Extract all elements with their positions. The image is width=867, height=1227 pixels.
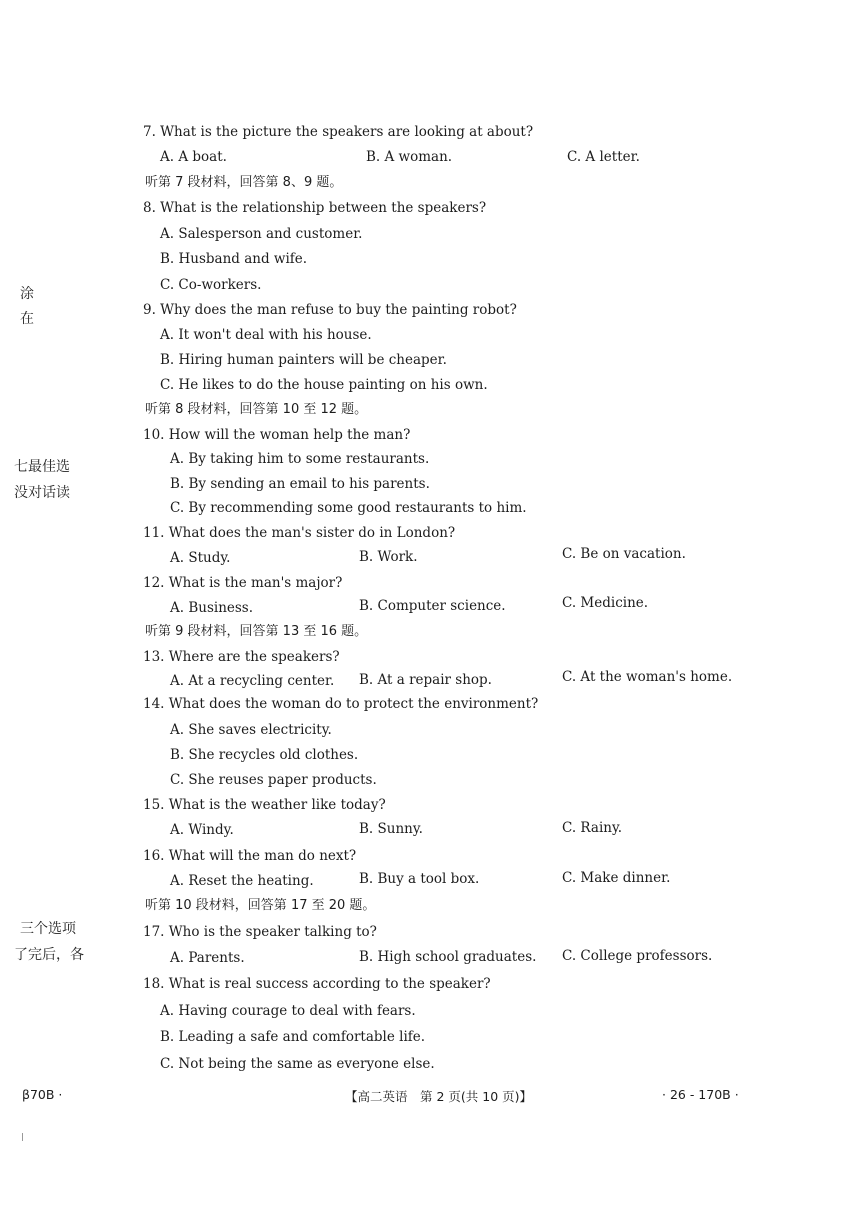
option-b: B. Buy a tool box.	[359, 871, 480, 887]
option-c: C. Co-workers.	[160, 277, 262, 293]
option-b: B. At a repair shop.	[359, 672, 492, 688]
option-c: C. College professors.	[562, 948, 713, 964]
footer-left-code: β70B ·	[22, 1087, 63, 1102]
option-a: A. Business.	[170, 600, 254, 616]
section-instruction: 听第 7 段材料，回答第 8、9 题。	[145, 175, 343, 190]
option-a: A. Salesperson and customer.	[160, 226, 363, 242]
option-c: C. He likes to do the house painting on his own.	[160, 377, 488, 393]
option-c: C. Rainy.	[562, 820, 623, 836]
margin-fragment: 七最佳选	[14, 459, 70, 475]
question-stem: 11. What does the man's sister do in London?	[143, 525, 456, 541]
option-c: C. Be on vacation.	[562, 546, 686, 562]
option-a: A. Windy.	[170, 822, 234, 838]
option-a: A. Parents.	[170, 950, 245, 966]
option-a: A. She saves electricity.	[170, 722, 332, 738]
footer-page-info: 【高二英语 第 2 页(共 10 页)】	[345, 1089, 533, 1104]
option-b: B. Computer science.	[359, 598, 506, 614]
option-a: A. Having courage to deal with fears.	[160, 1003, 416, 1019]
option-b: B. A woman.	[366, 149, 453, 165]
question-stem: 10. How will the woman help the man?	[143, 427, 411, 443]
section-instruction: 听第 8 段材料，回答第 10 至 12 题。	[145, 402, 368, 417]
option-c: C. She reuses paper products.	[170, 772, 377, 788]
option-c: C. A letter.	[567, 149, 640, 165]
option-b: B. Work.	[359, 549, 418, 565]
question-stem: 7. What is the picture the speakers are looking at about?	[143, 124, 534, 140]
option-a: A. Study.	[170, 550, 231, 566]
option-a: A. At a recycling center.	[170, 673, 335, 689]
option-b: B. Sunny.	[359, 821, 423, 837]
margin-fragment: 没对话读	[14, 485, 70, 501]
option-a: A. It won't deal with his house.	[160, 327, 372, 343]
option-c: C. Not being the same as everyone else.	[160, 1056, 435, 1072]
option-b: B. High school graduates.	[359, 949, 537, 965]
option-b: B. Husband and wife.	[160, 251, 308, 267]
question-stem: 14. What does the woman do to protect the environment?	[143, 696, 539, 712]
option-c: C. Medicine.	[562, 595, 649, 611]
option-a: A. A boat.	[160, 149, 227, 165]
question-stem: 9. Why does the man refuse to buy the painting robot?	[143, 302, 517, 318]
option-a: A. By taking him to some restaurants.	[170, 451, 430, 467]
option-c: C. At the woman's home.	[562, 669, 733, 685]
question-stem: 8. What is the relationship between the speakers?	[143, 200, 487, 216]
scan-mark	[22, 1133, 23, 1141]
question-stem: 15. What is the weather like today?	[143, 797, 386, 813]
question-stem: 17. Who is the speaker talking to?	[143, 924, 377, 940]
section-instruction: 听第 10 段材料，回答第 17 至 20 题。	[145, 898, 376, 913]
option-b: B. She recycles old clothes.	[170, 747, 359, 763]
margin-fragment: 了完后，各	[14, 947, 84, 963]
margin-fragment: 在	[20, 311, 34, 327]
option-b: B. Hiring human painters will be cheaper.	[160, 352, 447, 368]
option-c: C. By recommending some good restaurants to him.	[170, 500, 527, 516]
question-stem: 12. What is the man's major?	[143, 575, 343, 591]
margin-fragment: 涂	[20, 286, 34, 302]
footer-right-code: · 26 - 170B ·	[662, 1087, 739, 1102]
question-stem: 18. What is real success according to the speaker?	[143, 976, 491, 992]
section-instruction: 听第 9 段材料，回答第 13 至 16 题。	[145, 624, 368, 639]
option-a: A. Reset the heating.	[170, 873, 314, 889]
option-b: B. By sending an email to his parents.	[170, 476, 430, 492]
question-stem: 13. Where are the speakers?	[143, 649, 340, 665]
option-b: B. Leading a safe and comfortable life.	[160, 1029, 426, 1045]
margin-fragment: 三个选项	[20, 921, 76, 937]
question-stem: 16. What will the man do next?	[143, 848, 357, 864]
option-c: C. Make dinner.	[562, 870, 671, 886]
